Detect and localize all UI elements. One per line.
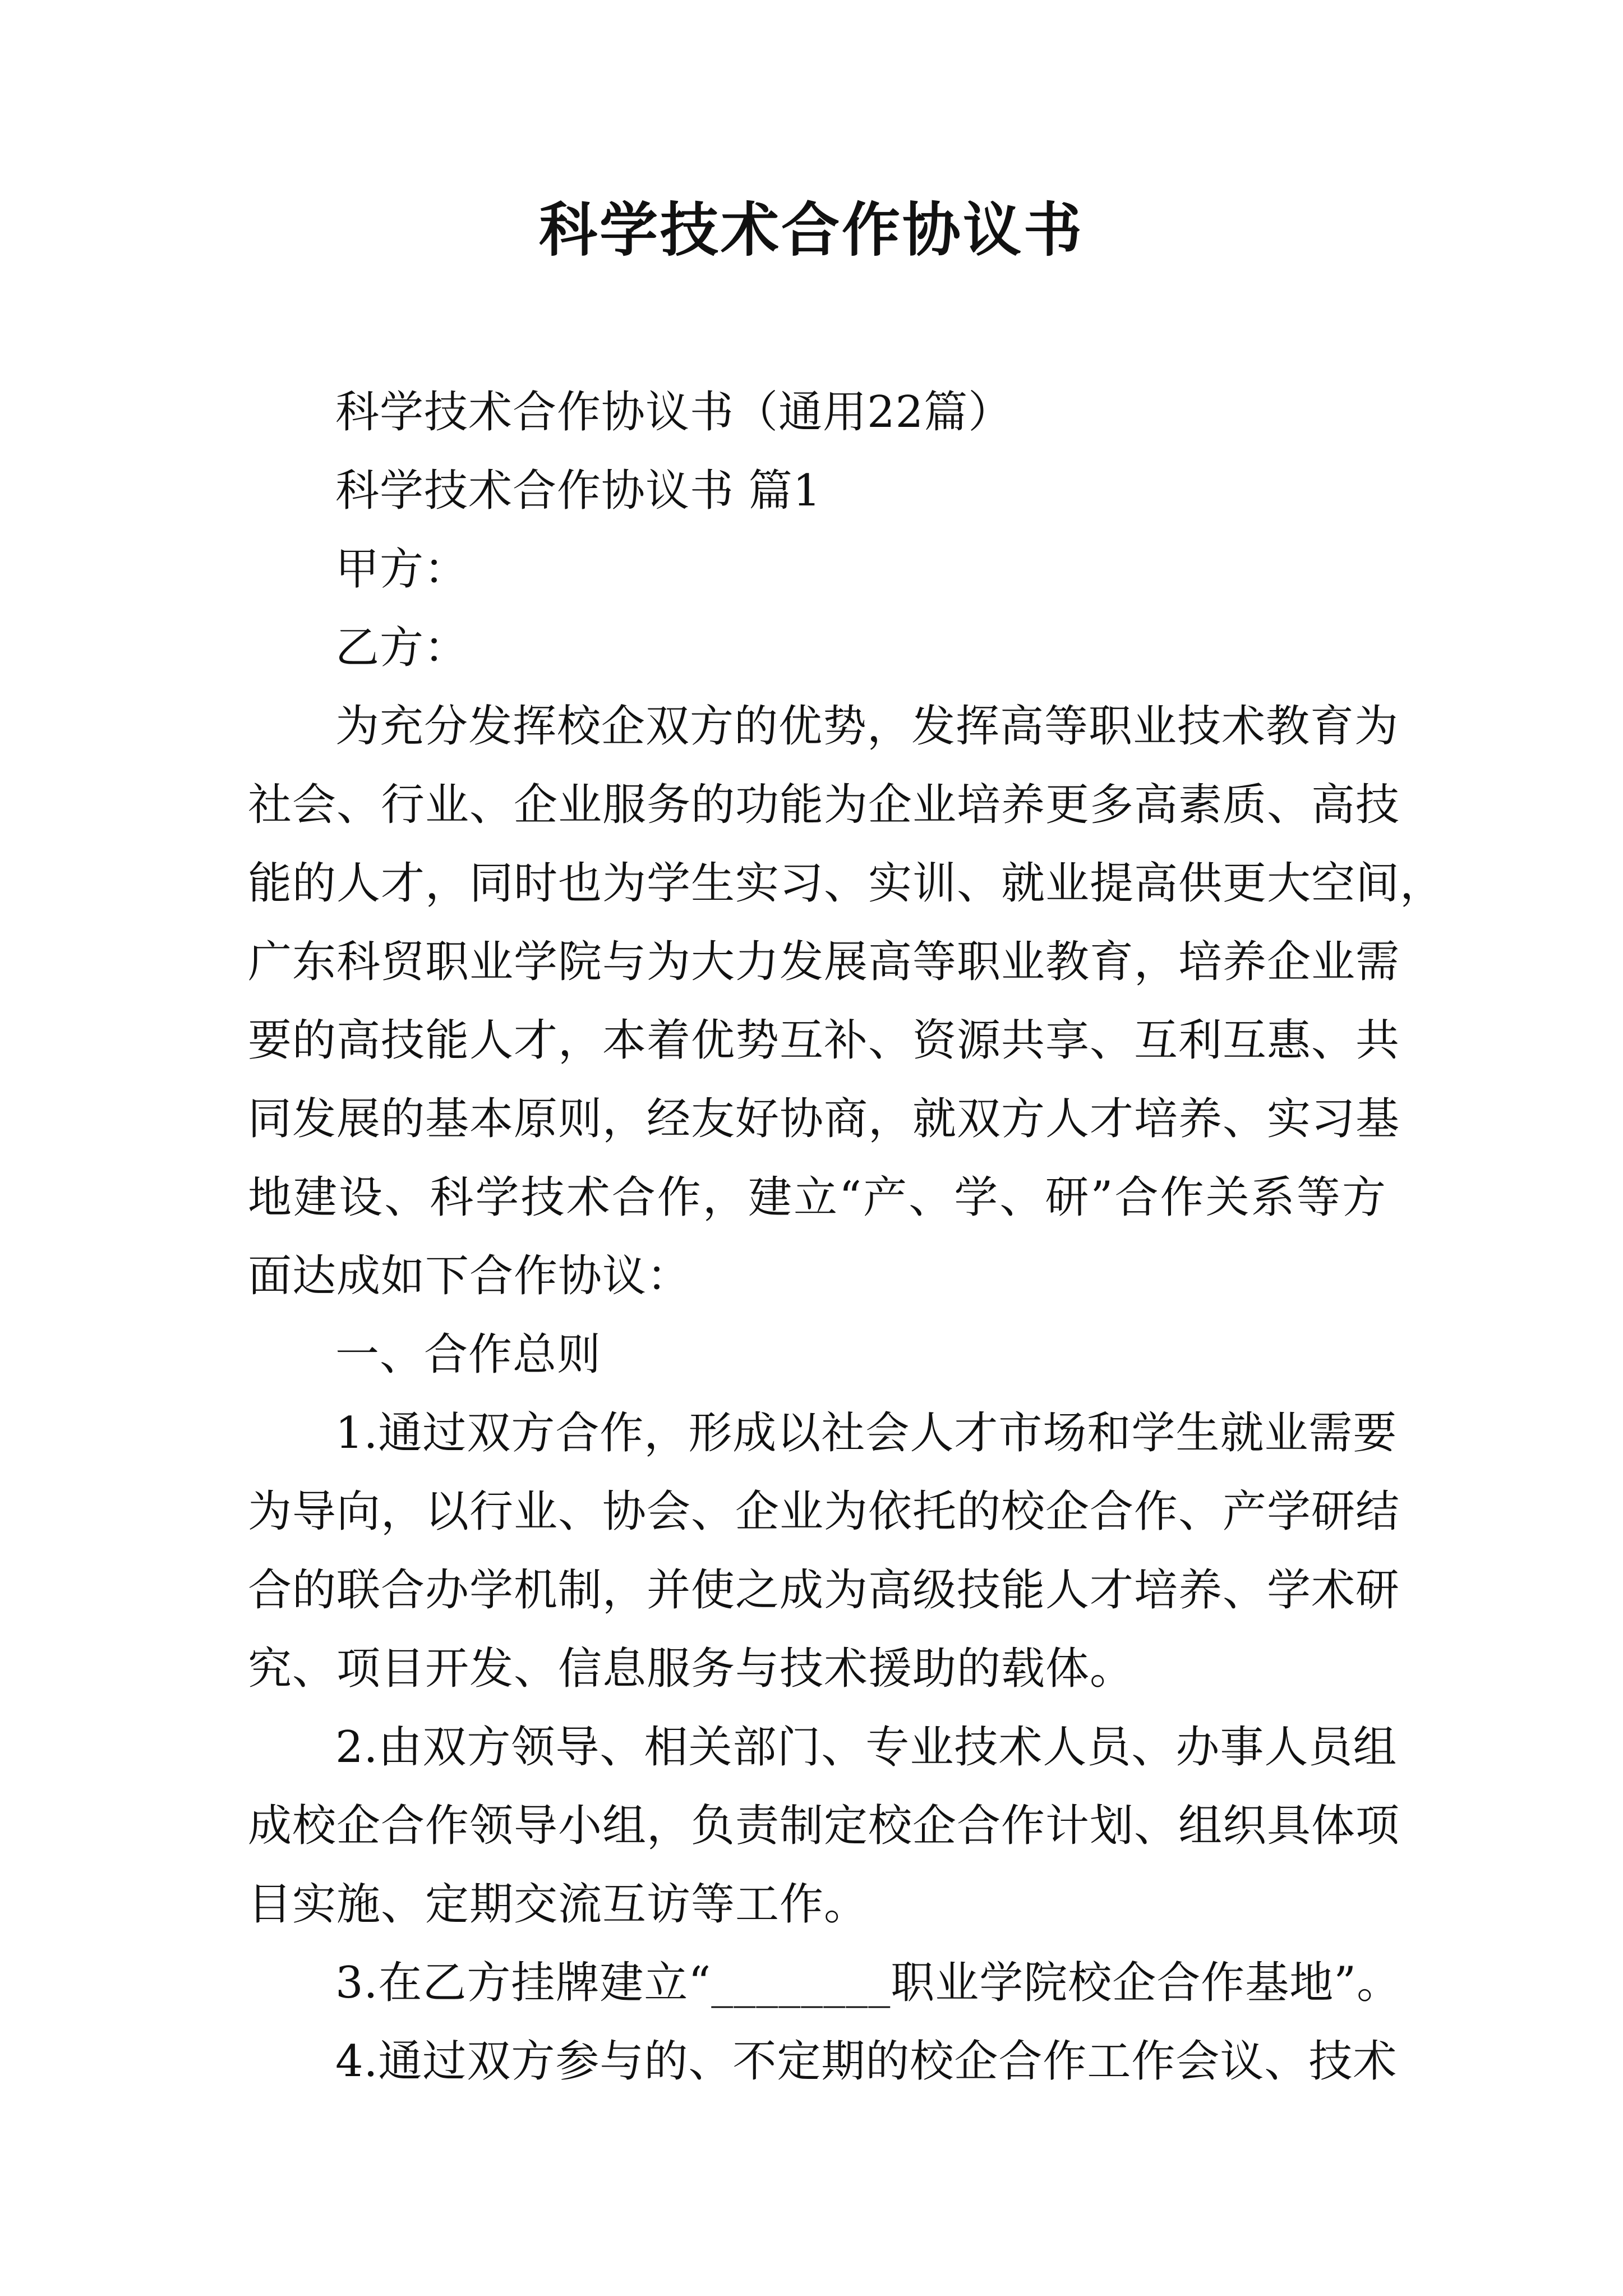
document-title: 科学技术合作协议书: [538, 195, 1084, 264]
paragraph-line: 广东科贸职业学院与为大力发展高等职业教育，培养企业需: [248, 937, 1400, 987]
paragraph-line: 3.在乙方挂牌建立“________职业学院校企合作基地”。: [335, 1958, 1401, 2008]
paragraph-line: 面达成如下合作协议：: [248, 1251, 691, 1301]
section-heading-line: 科学技术合作协议书 篇1: [335, 466, 822, 516]
paragraph-line: 要的高技能人才，本着优势互补、资源共享、互利互惠、共: [248, 1015, 1400, 1066]
paragraph-line: 地建设、科学技术合作，建立“产、学、研”合作关系等方: [248, 1172, 1386, 1223]
paragraph-line: 为导向，以行业、协会、企业为依托的校企合作、产学研结: [248, 1487, 1400, 1537]
paragraph-line: 目实施、定期交流互访等工作。: [248, 1879, 869, 1930]
paragraph-line: 社会、行业、企业服务的功能为企业培养更多高素质、高技: [248, 780, 1400, 830]
paragraph-line: 成校企合作领导小组，负责制定校企合作计划、组织具体项: [248, 1801, 1400, 1851]
subtitle-line: 科学技术合作协议书（通用22篇）: [335, 387, 1013, 438]
paragraph-line: 1.通过双方合作，形成以社会人才市场和学生就业需要: [335, 1408, 1398, 1458]
paragraph-line: 为充分发挥校企双方的优势，发挥高等职业技术教育为: [335, 701, 1399, 752]
party-a-line: 甲方：: [335, 544, 469, 595]
paragraph-line: 合的联合办学机制，并使之成为高级技能人才培养、学术研: [248, 1565, 1400, 1616]
paragraph-line: 能的人才，同时也为学生实习、实训、就业提高供更大空间，: [248, 858, 1445, 909]
paragraph-line: 同发展的基本原则，经友好协商，就双方人才培养、实习基: [248, 1094, 1400, 1144]
paragraph-line: 究、项目开发、信息服务与技术援助的载体。: [248, 1644, 1135, 1694]
paragraph-line: 2.由双方领导、相关部门、专业技术人员、办事人员组: [335, 1722, 1398, 1773]
party-b-line: 乙方：: [335, 623, 469, 673]
paragraph-line: 4.通过双方参与的、不定期的校企合作工作会议、技术: [335, 2036, 1398, 2087]
section-heading-line: 一、合作总则: [335, 1329, 602, 1380]
